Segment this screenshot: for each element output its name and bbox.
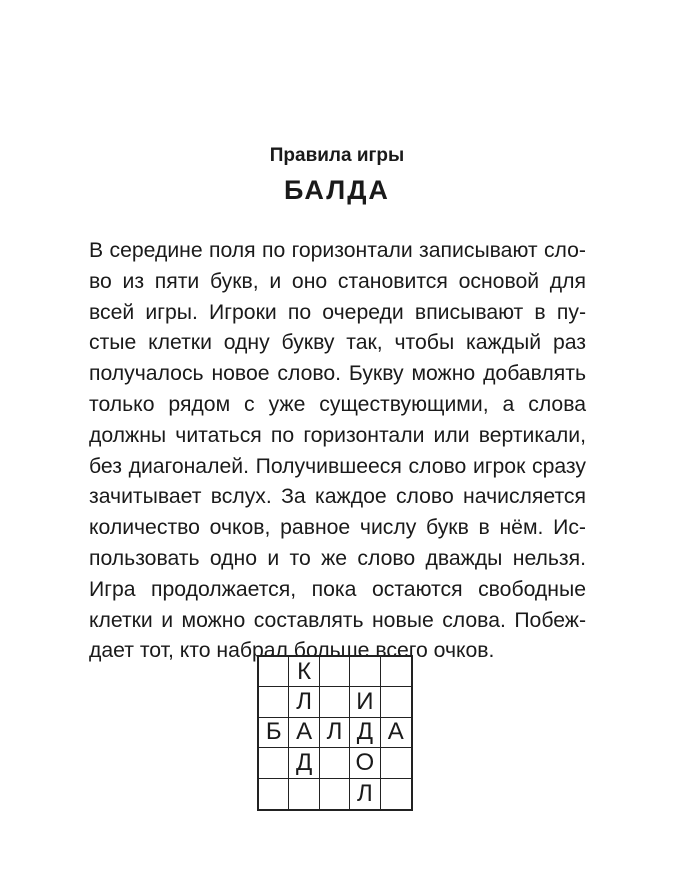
- grid-cell: [259, 687, 289, 717]
- grid-cell: [320, 748, 350, 778]
- grid-cell: Л: [320, 718, 350, 748]
- rules-paragraph: [89, 236, 586, 667]
- grid-cell: Л: [289, 687, 319, 717]
- paragraph-line: только рядом с уже существующими, а слова: [89, 392, 586, 416]
- paragraph-line: стые клетки одну букву так, чтобы каждый раз: [89, 331, 586, 355]
- grid-cell: [381, 748, 411, 778]
- grid-cell: [259, 748, 289, 778]
- paragraph-line: зачитывает вслух. За каждое слово начисляется: [89, 485, 586, 509]
- paragraph-line: получалось новое слово. Букву можно добавлять: [89, 362, 586, 386]
- grid-cell: Д: [350, 718, 380, 748]
- paragraph-line: во из пяти букв, и оно становится основой для: [89, 269, 586, 293]
- grid-cell: [259, 779, 289, 809]
- paragraph-line: клетки и можно составлять новые слова. Побеж-: [89, 608, 586, 632]
- grid-cell: [320, 687, 350, 717]
- grid-cell: [320, 657, 350, 687]
- paragraph-line: должны читаться по горизонтали или вертикали,: [89, 423, 586, 447]
- grid-cell: А: [381, 718, 411, 748]
- paragraph-line: В середине поля по горизонтали записывают сло-: [89, 239, 586, 262]
- grid-cell: И: [350, 687, 380, 717]
- grid-cell: [381, 657, 411, 687]
- grid-cell: [350, 657, 380, 687]
- grid-cell: [381, 779, 411, 809]
- paragraph-line: количество очков, равное числу букв в нём. Ис-: [89, 516, 586, 540]
- grid-cell: [320, 779, 350, 809]
- game-title: БАЛДА: [284, 175, 390, 205]
- grid-cell: [381, 687, 411, 717]
- grid-cell: Б: [259, 718, 289, 748]
- grid-cell: О: [350, 748, 380, 778]
- grid-cell: А: [289, 718, 319, 748]
- paragraph-line: Игра продолжается, пока остаются свободные: [89, 577, 586, 601]
- rules-subtitle: Правила игры: [269, 145, 405, 166]
- grid-cell: [289, 779, 319, 809]
- paragraph-line: пользовать одно и то же слово дважды нельзя.: [89, 546, 586, 570]
- balda-grid: [257, 655, 413, 811]
- grid-cell: [259, 657, 289, 687]
- paragraph-line: всей игры. Игроки по очереди вписывают в пу-: [89, 300, 586, 324]
- paragraph-line: без диагоналей. Получившееся слово игрок сразу: [89, 454, 586, 478]
- paragraph-line: дает тот, кто набрал больше всего очков.: [89, 639, 495, 663]
- grid-cell: К: [289, 657, 319, 687]
- grid-cell: Л: [350, 779, 380, 809]
- grid-cell: Д: [289, 748, 319, 778]
